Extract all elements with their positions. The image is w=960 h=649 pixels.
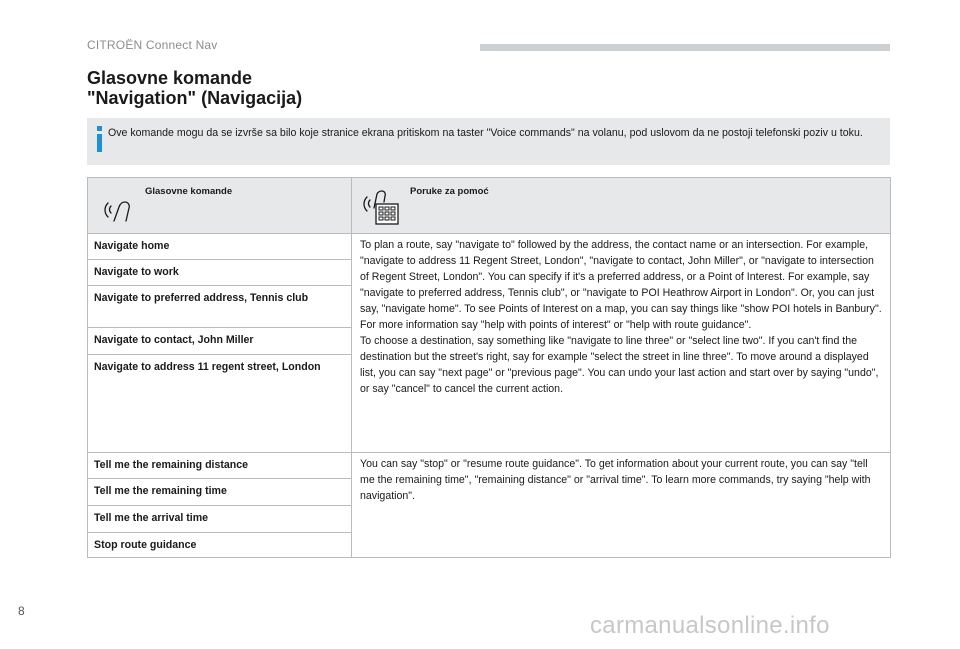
col1-header-cell [88, 178, 352, 234]
info-text: Ove komande mogu da se izvrše sa bilo koje stranice ekrana pritiskom na taster "Voice commands" na volanu, pod uslovom da ne postoji telefonski poziv u toku. [108, 127, 863, 139]
command-cell: Navigate home [88, 234, 352, 260]
command-cell: Navigate to contact, John Miller [88, 328, 352, 355]
help-text: To plan a route, say "navigate to" followed by the address, the contact name or an intersection. For example, "navigate to address 11 Regent Street, London", "navigate to contact, John Miller", or "navigate to intersection of Regent Street, London". You can specify if it's a preferred address, or a Point of Interest. For example, say "navigate to preferred address, Tennis club", or "navigate to POI Heathrow Airport in London". Or, you can just say, "navigate home". To see Points of Interest on a map, you can say things like "show POI hotels in Banbury". For more information say "help with points of interest" or "help with route guidance". To choose a destination, say something like "navigate to line three" or "select line two". If you can't find the destination but the street's right, say for example "select the street in line three". To move around a displayed list, you can say "next page" or "previous page". You can undo your last action and start over by saying "undo", or say "cancel" to cancel the current action. [360, 239, 882, 395]
table-header-row [88, 178, 891, 234]
col2-header: Poruke za pomoć [410, 186, 489, 197]
command-cell: Tell me the remaining distance [88, 453, 352, 479]
header-bar [480, 44, 890, 51]
voice-command-table [87, 177, 891, 558]
command-cell: Stop route guidance [88, 533, 352, 558]
watermark[interactable]: carmanualsonline.info [590, 612, 830, 639]
command-cell: Navigate to work [88, 260, 352, 286]
page-title-line2: "Navigation" (Navigacija) [87, 88, 303, 108]
command-cell: Tell me the arrival time [88, 506, 352, 533]
table-row [88, 234, 891, 260]
header-title: CITROËN Connect Nav [87, 38, 218, 52]
page-title-line1: Glasovne komande [87, 68, 253, 88]
info-box [87, 118, 890, 165]
voice-command-icon [100, 194, 132, 224]
help-text: You can say "stop" or "resume route guidance". To get information about your current route, you can say "tell me the remaining time", "remaining distance" or "arrival time". To learn more commands, try saying "help with navigation". [360, 458, 871, 502]
col2-header-cell [352, 178, 891, 234]
help-cell [352, 453, 891, 558]
help-cell [352, 234, 891, 453]
command-cell: Tell me the remaining time [88, 479, 352, 506]
page-title [87, 68, 302, 108]
command-cell: Navigate to preferred address, Tennis club [88, 286, 352, 328]
info-icon [94, 126, 106, 152]
command-cell: Navigate to address 11 regent street, London [88, 355, 352, 453]
voice-help-icon [362, 188, 402, 228]
page-number: 8 [18, 604, 25, 618]
col1-header: Glasovne komande [145, 186, 233, 197]
table-row [88, 453, 891, 479]
